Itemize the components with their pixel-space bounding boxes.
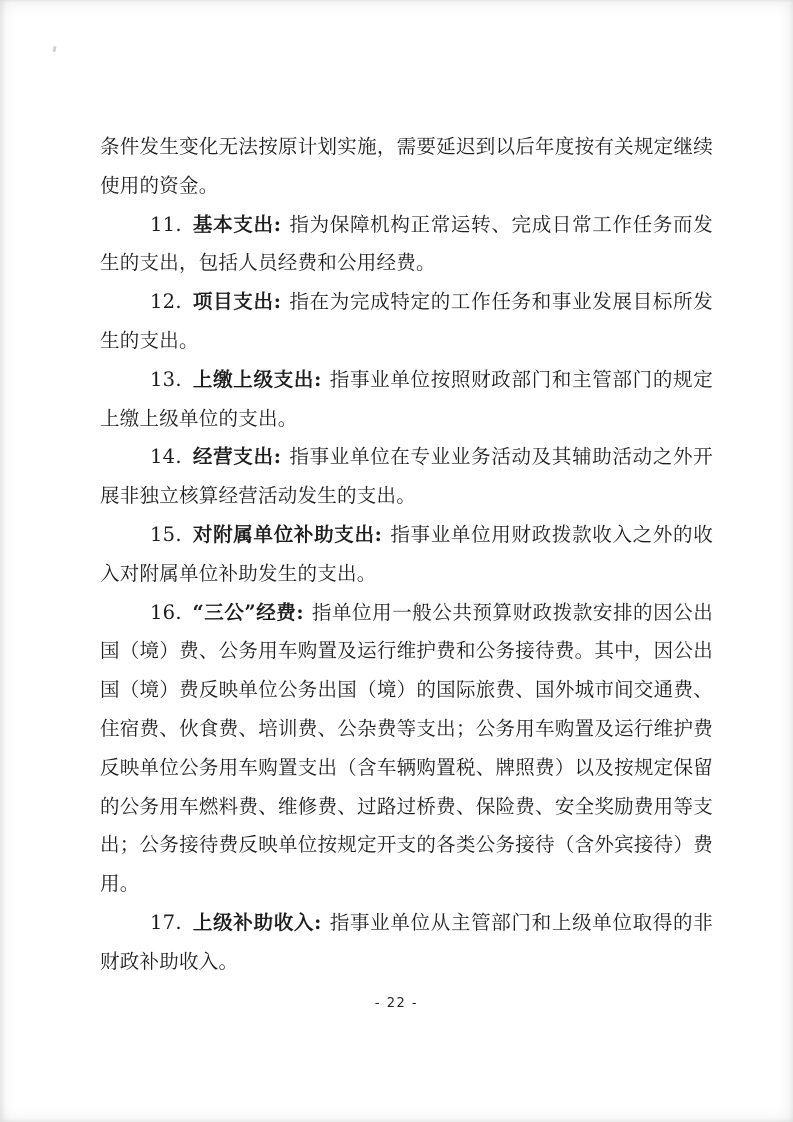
item-body: 指单位用一般公共预算财政拨款安排的因公出国（境）费、公务用车购置及运行维护费和公务接待费。其中，因公出国（境）费反映单位公务出国（境）的国际旅费、国外城市间交通费、住宿费、伙食费、培训费、公杂费等支出；公务用车购置及运行维护费反映单位公务用车购置支出（含车辆购置税、牌照费）以及按规定保留的公务用车燃料费、维修费、过路过桥费、保险费、安全奖励费用等支出；公务接待费反映单位按规定开支的各类公务接待（含外宾接待）费用。	[100, 600, 713, 896]
item-term: 项目支出:	[192, 290, 282, 314]
definition-item-14	[100, 438, 713, 516]
item-term: 经营支出:	[192, 445, 282, 469]
item-term: 对附属单位补助支出:	[192, 522, 383, 546]
definition-item-15	[100, 516, 713, 594]
definition-item-13	[100, 361, 713, 439]
item-term: 上缴上级支出:	[192, 367, 322, 391]
item-number: 12.	[150, 290, 182, 314]
item-body: 指事业单位从主管部门和上级单位取得的非财政补助收入。	[100, 910, 713, 973]
paragraph-continuation: 条件发生变化无法按原计划实施，需要延迟到以后年度按有关规定继续使用的资金。	[100, 135, 713, 197]
item-number: 11.	[150, 212, 182, 236]
definition-item-16	[100, 594, 713, 904]
definition-item-11	[100, 206, 713, 284]
item-body: 指在为完成特定的工作任务和事业发展目标所发生的支出。	[100, 290, 713, 352]
item-body: 指事业单位用财政拨款收入之外的收入对附属单位补助发生的支出。	[100, 522, 713, 585]
item-body: 指事业单位按照财政部门和主管部门的规定上缴上级单位的支出。	[100, 367, 713, 430]
item-term: 上级补助收入:	[192, 910, 322, 934]
page-number: - 22 -	[374, 996, 419, 1011]
scan-artifact	[52, 46, 56, 53]
item-body: 指事业单位在专业业务活动及其辅助活动之外开展非独立核算经营活动发生的支出。	[100, 445, 713, 508]
definition-item-12	[100, 283, 713, 361]
item-body: 指为保障机构正常运转、完成日常工作任务而发生的支出，包括人员经费和公用经费。	[100, 212, 713, 275]
document-body	[100, 128, 713, 982]
item-number: 15.	[150, 522, 182, 546]
item-number: 17.	[150, 910, 182, 934]
item-term: 基本支出:	[192, 212, 282, 236]
item-number: 16.	[150, 600, 182, 624]
item-number: 14.	[150, 445, 182, 469]
item-term: “三公”经费:	[192, 600, 304, 624]
definition-item-17	[100, 904, 713, 982]
item-number: 13.	[150, 367, 182, 391]
